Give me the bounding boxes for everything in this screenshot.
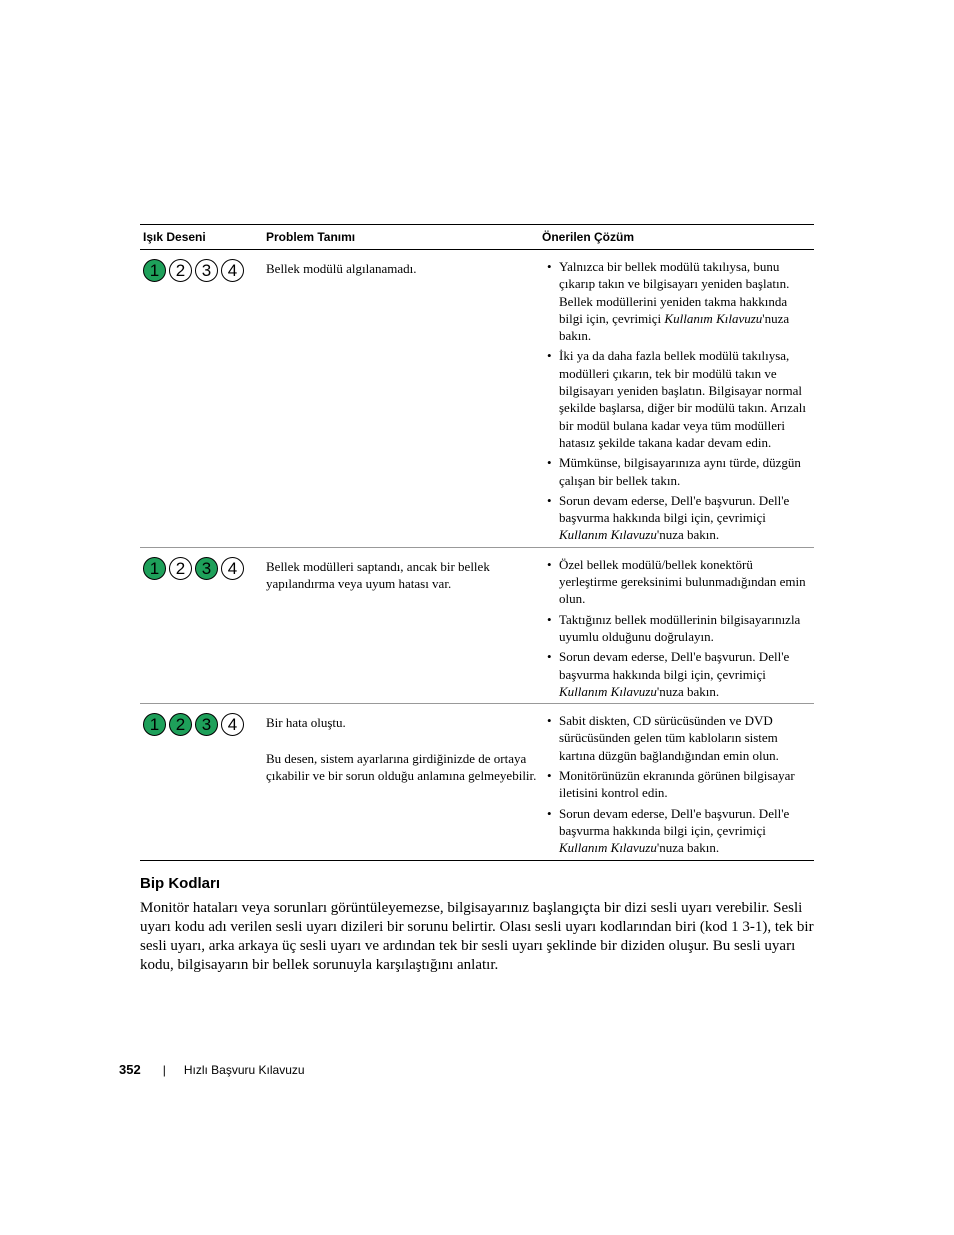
solution-text: Taktığınız bellek modüllerinin bilgisayarınızla uyumlu olduğunu doğrulayın. [559,611,801,644]
light-pattern-cell [140,704,266,859]
solution-item [542,492,814,544]
manual-reference: Kullanım Kılavuzu [559,527,657,543]
solution-text-suffix: 'nuza bakın. [656,840,720,856]
solution-item [542,454,814,489]
solution-list [542,556,814,700]
solution-text: Sorun devam ederse, Dell'e başvurun. Dell'e başvurma hakkında bilgi için, çevrimiçi [559,649,790,682]
solution-text: Sorun devam ederse, Dell'e başvurun. Dell'e başvurma hakkında bilgi için, çevrimiçi [559,492,790,526]
table-body [140,250,814,860]
diagnostic-light-2-on: 2 [169,713,192,736]
diagnostic-lights [143,259,266,282]
body-paragraph: Monitör hataları veya sorunları görüntüleyemezse, bilgisayarınız başlangıçta bir dizi sesli uyarı verebilir. Sesli uyarı kodu adı verilen sesli uyarı dizileri bir sorunu belirtir. Olası sesli uyarı kodlarından biri (kod 1 3-1), tek bir sesli uyarı, arka arkaya üç sesli uyarı ve ardından tek bir sesli uyarı şeklinde bir diziden oluşur. Bu sesli uyarı kodu, bilgisayarın bir bellek sorunuyla karşılaştığını anlatır. [140,900,814,973]
problem-text: Bellek modülleri saptandı, ancak bir bellek yapılandırma veya uyum hatası var. [266,558,490,591]
diagnostic-light-1-on: 1 [143,557,166,580]
solution-item [542,347,814,451]
solution-text-suffix: 'nuza bakın. [656,527,720,543]
solution-text-suffix: 'nuza bakın. [559,310,790,344]
solution-text: Sorun devam ederse, Dell'e başvurun. Dell'e başvurma hakkında bilgi için, çevrimiçi [559,805,790,838]
solution-cell [542,250,814,547]
solution-text: Monitörünüzün ekranında görünen bilgisayar iletisini kontrol edin. [559,768,795,801]
diagnostic-light-3-off: 3 [195,259,218,282]
diagnostic-light-2-off: 2 [169,259,192,282]
header-solution: Önerilen Çözüm [542,230,635,244]
solution-item [542,648,814,700]
diagnostic-light-1-on: 1 [143,713,166,736]
problem-cell [266,704,542,859]
solution-item [542,805,814,857]
light-pattern-cell [140,250,266,547]
diagnostic-lights [143,713,266,736]
problem-text: Bir hata oluştu. [266,715,346,731]
table-row [140,250,814,548]
diagnostic-lights-table [140,224,814,861]
table-row [140,704,814,859]
problem-cell [266,548,542,703]
solution-list [542,712,814,856]
solution-item [542,258,814,344]
solution-text: İki ya da daha fazla bellek modülü takılıysa, modülleri çıkarın, tek bir modülü takın ve bilgisayarı yeniden başlatın. Bilgisayar normal şekilde başlarsa, diğer bir modülü takın. Arızalı bir modül bulana kadar veya tüm modülleri hatasız şekilde takana kadar devam edin. [559,348,806,450]
manual-reference: Kullanım Kılavuzu [664,310,763,326]
table-header [140,225,814,250]
solution-cell [542,704,814,859]
solution-list [542,258,814,544]
diagnostic-lights [143,557,266,580]
diagnostic-light-4-off: 4 [221,259,244,282]
manual-reference: Kullanım Kılavuzu [559,840,657,856]
diagnostic-light-1-on: 1 [143,259,166,282]
solution-item [542,767,814,802]
solution-text: Özel bellek modülü/bellek konektörü yerleştirme gereksinimi bulunmadığından emin olun. [559,556,806,607]
solution-item [542,712,814,764]
header-light-pattern: Işık Deseni [143,230,206,244]
problem-text: Bu desen, sistem ayarlarına girdiğinizde de ortaya çıkabilir ve bir sorun olduğu anlamına gelmeyebilir. [266,751,537,784]
solution-cell [542,548,814,703]
footer-separator: | [162,1062,166,1077]
footer-title: Hızlı Başvuru Kılavuzu [183,1062,305,1077]
manual-reference: Kullanım Kılavuzu [559,683,657,699]
solution-text: Sabit diskten, CD sürücüsünden ve DVD sürücüsünden gelen tüm kabloların sistem kartına düzgün bağlandığından emin olun. [559,713,779,763]
diagnostic-light-4-off: 4 [221,713,244,736]
page-number: 352 [119,1062,141,1077]
solution-text: Mümkünse, bilgisayarınıza aynı türde, düzgün çalışan bir bellek takın. [559,455,801,488]
diagnostic-light-3-on: 3 [195,713,218,736]
section-title: Bip Kodları [140,875,221,892]
diagnostic-light-3-on: 3 [195,557,218,580]
table-row [140,548,814,704]
page-footer [119,1062,305,1077]
problem-text: Bellek modülü algılanamadı. [266,261,417,276]
light-pattern-cell [140,548,266,703]
header-problem: Problem Tanımı [266,230,356,244]
solution-text-suffix: 'nuza bakın. [656,683,720,699]
solution-text: Yalnızca bir bellek modülü takılıysa, bunu çıkarıp takın ve bilgisayarı yeniden başlatın. Bellek modüllerini yeniden takma hakkında bilgi için, çevrimiçi [559,259,790,326]
problem-cell [266,250,542,547]
solution-item [542,556,814,608]
solution-item [542,611,814,646]
diagnostic-light-2-off: 2 [169,557,192,580]
diagnostic-light-4-off: 4 [221,557,244,580]
